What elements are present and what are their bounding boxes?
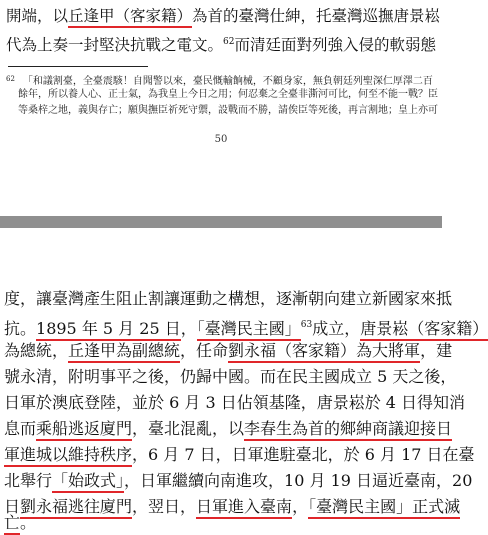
text-run: ，臺北混亂，以 xyxy=(132,419,245,438)
text-run: 號永清，附明事平之後，仍歸中國。而在民主國成立 5 天之後， xyxy=(4,367,457,386)
text-line xyxy=(4,288,452,310)
highlighted-text: 日軍進入臺南 xyxy=(196,497,292,519)
footnote-line xyxy=(6,72,433,89)
text-line xyxy=(4,340,452,362)
text-line xyxy=(4,314,488,340)
text-line xyxy=(4,470,472,492)
footnote-text: 餘年，所以養人心、正士氣，為我皇上今日之用；何忍棄之全臺非澌河可比，何至不能一戰？臣 xyxy=(18,89,438,100)
text-run: ，翌日， xyxy=(132,497,197,516)
footnote-line xyxy=(18,104,438,118)
text-run: 息而 xyxy=(4,419,37,438)
text-run: 度，讓臺灣產生阻止割讓運動之構想，逐漸朝向建立新國家來抵 xyxy=(4,289,453,308)
text-run: 北舉行 xyxy=(4,471,53,490)
text-run: 為首的臺灣仕紳，托臺灣巡撫唐景崧 xyxy=(192,7,441,25)
highlighted-text: 劉永福（客家籍）為大將軍 xyxy=(228,341,420,363)
text-run: 抗。 xyxy=(4,319,37,338)
text-line xyxy=(4,392,465,414)
text-run: ，任命 xyxy=(180,341,229,360)
text-run: ， xyxy=(292,497,309,516)
highlighted-text: 乘船逃返廈門 xyxy=(36,419,132,441)
highlighted-text: 「始政式」 xyxy=(52,471,124,493)
bottom-page xyxy=(0,228,488,532)
highlighted-text: 「臺灣民主國」正式滅 xyxy=(308,497,460,519)
highlighted-text: 1895 年 5 月 25 日 xyxy=(36,319,181,341)
highlighted-text: 丘逢甲（客家籍） xyxy=(68,7,192,28)
text-run: ，日軍繼續向南進攻，10 月 19 日逼近臺南，20 xyxy=(124,471,473,490)
text-run: 為總統， xyxy=(4,341,69,360)
page-gap xyxy=(0,216,442,228)
text-line xyxy=(4,444,475,466)
text-line xyxy=(6,32,436,55)
text-line xyxy=(6,6,440,26)
highlighted-text: 丘逢甲為副總統 xyxy=(68,341,180,363)
text-line xyxy=(4,366,456,388)
highlighted-text: 李春生為首的鄉紳商議迎接日 xyxy=(244,419,452,441)
footnote-line xyxy=(18,88,438,102)
footnote-ref: 63 xyxy=(300,320,313,330)
highlighted-text: 軍進城以維持秩序 xyxy=(4,445,132,467)
highlighted-text: 亡 xyxy=(4,513,20,535)
text-run: 日軍於澳底登陸，並於 6 月 3 日佔領基隆，唐景崧於 4 日得知消 xyxy=(4,393,466,412)
highlighted-text: 「臺灣民主國」 xyxy=(197,319,301,341)
text-run: 。 xyxy=(20,513,37,532)
text-run: ，建 xyxy=(420,341,453,360)
text-run: 而清廷面對列強入侵的軟弱態 xyxy=(234,36,436,54)
text-run: 日 xyxy=(4,497,21,516)
text-line xyxy=(4,418,452,440)
text-run: 開端，以 xyxy=(6,7,69,25)
footnote-number: 62 xyxy=(6,75,15,83)
text-line xyxy=(4,513,37,532)
highlighted-text: 劉永福逃往廈門 xyxy=(20,497,132,519)
text-run: ，6 月 7 日，日軍進駐臺北，於 6 月 17 日在臺 xyxy=(132,445,475,464)
top-page xyxy=(0,0,442,216)
page-number: 50 xyxy=(214,134,228,145)
highlighted-text: 唐景崧（客家籍） xyxy=(360,319,488,341)
footnote-ref: 62 xyxy=(223,37,235,47)
text-run: 成立， xyxy=(312,319,361,338)
footnote-text: 「和議割臺，全臺震駭！自聞警以來，臺民慨輸餉械，不顧身家，無負朝廷列聖深仁厚澤二百 xyxy=(22,76,433,87)
text-line xyxy=(4,496,460,518)
text-run: 代為上奏一封堅決抗戰之電文。 xyxy=(6,36,224,54)
footnote-rule xyxy=(8,66,148,67)
text-run: ， xyxy=(180,319,197,338)
footnote-text: 等桑梓之地，義與存亡；願與撫臣祈死守禦，設戰而不勝，請俟臣等死後，再言割地；皇上亦可 xyxy=(18,105,438,116)
